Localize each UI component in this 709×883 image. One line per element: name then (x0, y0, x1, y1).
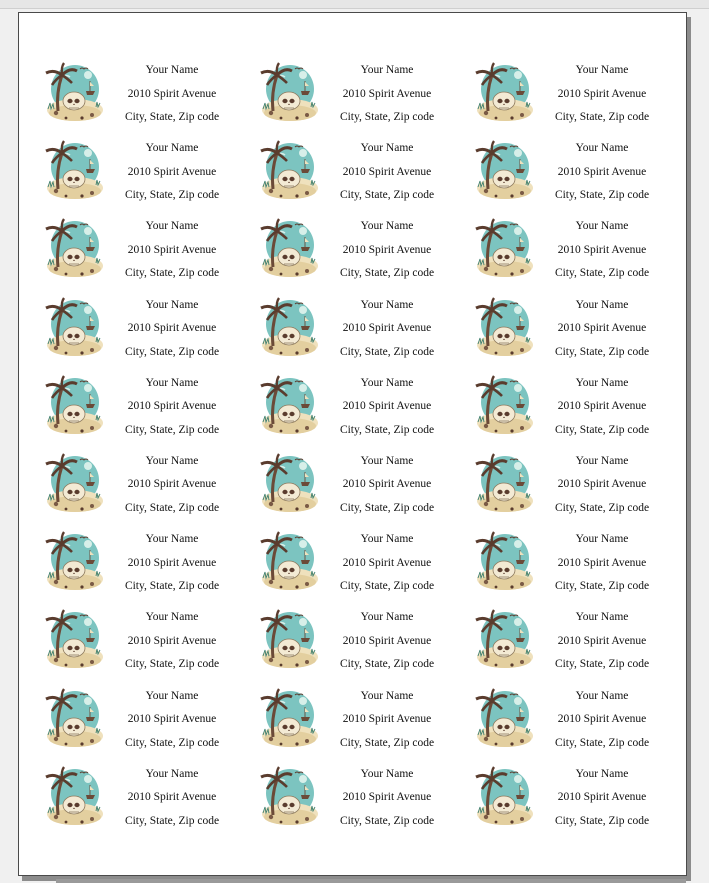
label-city-line: City, State, Zip code (339, 267, 435, 280)
label-city-line: City, State, Zip code (124, 501, 220, 514)
label-sheet-page (18, 12, 687, 876)
label-name: Your Name (360, 689, 414, 702)
address-label (41, 522, 256, 600)
label-city-line: City, State, Zip code (124, 736, 220, 749)
address-label (256, 366, 471, 444)
label-street: 2010 Spirit Avenue (342, 478, 432, 491)
label-name: Your Name (575, 454, 629, 467)
address-label (256, 522, 471, 600)
address-label (471, 522, 686, 600)
label-name: Your Name (145, 689, 199, 702)
label-street: 2010 Spirit Avenue (127, 791, 217, 804)
pirate-skull-island-icon (259, 139, 319, 201)
address-text (336, 137, 438, 208)
pirate-skull-island-icon (474, 608, 534, 670)
label-city-line: City, State, Zip code (124, 580, 220, 593)
address-text (336, 528, 438, 599)
label-city-line: City, State, Zip code (339, 189, 435, 202)
label-city-line: City, State, Zip code (554, 736, 650, 749)
address-text (121, 372, 223, 443)
address-text (121, 215, 223, 286)
label-city-line: City, State, Zip code (339, 814, 435, 827)
label-name: Your Name (145, 767, 199, 780)
pirate-skull-island-icon (259, 374, 319, 436)
address-text (121, 59, 223, 130)
pirate-skull-island-icon (474, 217, 534, 279)
address-label (471, 288, 686, 366)
page-shadow-strip (56, 879, 686, 883)
label-street: 2010 Spirit Avenue (127, 243, 217, 256)
address-label (471, 209, 686, 287)
label-name: Your Name (145, 142, 199, 155)
address-label (256, 288, 471, 366)
labels-grid (41, 53, 691, 835)
address-label (471, 366, 686, 444)
address-label (256, 209, 471, 287)
label-name: Your Name (360, 533, 414, 546)
label-name: Your Name (575, 298, 629, 311)
label-name: Your Name (145, 611, 199, 624)
address-text (336, 372, 438, 443)
label-city-line: City, State, Zip code (339, 501, 435, 514)
pirate-skull-island-icon (474, 452, 534, 514)
address-text (336, 763, 438, 834)
address-label (256, 600, 471, 678)
address-text (551, 763, 653, 834)
label-street: 2010 Spirit Avenue (127, 478, 217, 491)
address-text (121, 137, 223, 208)
pirate-skull-island-icon (259, 765, 319, 827)
address-label (471, 600, 686, 678)
pirate-skull-island-icon (474, 687, 534, 749)
pirate-skull-island-icon (474, 765, 534, 827)
address-text (336, 294, 438, 365)
pirate-skull-island-icon (474, 296, 534, 358)
address-text (336, 450, 438, 521)
pirate-skull-island-icon (44, 530, 104, 592)
address-label (41, 757, 256, 835)
address-text (551, 215, 653, 286)
address-text (121, 606, 223, 677)
label-street: 2010 Spirit Avenue (342, 400, 432, 413)
pirate-skull-island-icon (44, 61, 104, 123)
pirate-skull-island-icon (44, 296, 104, 358)
label-street: 2010 Spirit Avenue (557, 243, 647, 256)
label-city-line: City, State, Zip code (339, 423, 435, 436)
label-street: 2010 Spirit Avenue (342, 556, 432, 569)
address-text (551, 450, 653, 521)
address-text (336, 215, 438, 286)
label-street: 2010 Spirit Avenue (557, 556, 647, 569)
address-text (551, 59, 653, 130)
label-street: 2010 Spirit Avenue (557, 713, 647, 725)
address-text (551, 685, 653, 756)
label-city-line: City, State, Zip code (124, 111, 220, 123)
pirate-skull-island-icon (44, 452, 104, 514)
label-city-line: City, State, Zip code (554, 423, 650, 436)
address-label (41, 679, 256, 757)
label-street: 2010 Spirit Avenue (557, 322, 647, 335)
label-name: Your Name (575, 611, 629, 624)
label-street: 2010 Spirit Avenue (127, 556, 217, 569)
address-label (41, 288, 256, 366)
label-street: 2010 Spirit Avenue (127, 165, 217, 178)
label-name: Your Name (575, 533, 629, 546)
address-label (41, 366, 256, 444)
label-name: Your Name (145, 298, 199, 311)
pirate-skull-island-icon (44, 217, 104, 279)
label-city-line: City, State, Zip code (124, 658, 220, 671)
label-name: Your Name (575, 142, 629, 155)
label-street: 2010 Spirit Avenue (127, 87, 217, 100)
address-text (121, 528, 223, 599)
pirate-skull-island-icon (44, 374, 104, 436)
pirate-skull-island-icon (259, 452, 319, 514)
label-name: Your Name (360, 220, 414, 233)
pirate-skull-island-icon (259, 296, 319, 358)
address-text (121, 763, 223, 834)
label-name: Your Name (360, 611, 414, 624)
label-name: Your Name (360, 767, 414, 780)
label-name: Your Name (575, 376, 629, 389)
address-text (336, 685, 438, 756)
label-street: 2010 Spirit Avenue (342, 791, 432, 804)
label-city-line: City, State, Zip code (554, 501, 650, 514)
address-label (41, 209, 256, 287)
label-city-line: City, State, Zip code (554, 267, 650, 280)
label-city-line: City, State, Zip code (554, 189, 650, 202)
label-street: 2010 Spirit Avenue (557, 791, 647, 804)
label-name: Your Name (575, 64, 629, 76)
label-city-line: City, State, Zip code (339, 111, 435, 123)
label-name: Your Name (145, 220, 199, 233)
label-city-line: City, State, Zip code (554, 580, 650, 593)
pirate-skull-island-icon (474, 530, 534, 592)
label-name: Your Name (360, 298, 414, 311)
address-text (121, 685, 223, 756)
pirate-skull-island-icon (474, 139, 534, 201)
label-name: Your Name (145, 454, 199, 467)
pirate-skull-island-icon (44, 765, 104, 827)
label-name: Your Name (145, 533, 199, 546)
address-label (41, 600, 256, 678)
label-street: 2010 Spirit Avenue (127, 634, 217, 647)
address-text (336, 606, 438, 677)
label-city-line: City, State, Zip code (554, 111, 650, 123)
address-label (471, 757, 686, 835)
label-name: Your Name (575, 767, 629, 780)
label-name: Your Name (145, 64, 199, 76)
address-text (336, 59, 438, 130)
label-city-line: City, State, Zip code (124, 814, 220, 827)
label-city-line: City, State, Zip code (124, 267, 220, 280)
label-street: 2010 Spirit Avenue (342, 165, 432, 178)
address-text (551, 372, 653, 443)
address-label (471, 679, 686, 757)
pirate-skull-island-icon (259, 530, 319, 592)
pirate-skull-island-icon (259, 61, 319, 123)
label-city-line: City, State, Zip code (339, 580, 435, 593)
pirate-skull-island-icon (259, 608, 319, 670)
pirate-skull-island-icon (259, 217, 319, 279)
address-label (471, 131, 686, 209)
pirate-skull-island-icon (44, 687, 104, 749)
label-city-line: City, State, Zip code (339, 658, 435, 671)
label-street: 2010 Spirit Avenue (557, 165, 647, 178)
label-city-line: City, State, Zip code (124, 345, 220, 358)
pirate-skull-island-icon (44, 608, 104, 670)
label-name: Your Name (145, 376, 199, 389)
label-street: 2010 Spirit Avenue (557, 634, 647, 647)
address-label (471, 444, 686, 522)
address-label (41, 444, 256, 522)
address-label (256, 679, 471, 757)
label-name: Your Name (575, 220, 629, 233)
label-street: 2010 Spirit Avenue (557, 400, 647, 413)
address-label (471, 53, 686, 131)
address-label (256, 444, 471, 522)
label-street: 2010 Spirit Avenue (342, 243, 432, 256)
pirate-skull-island-icon (474, 61, 534, 123)
label-city-line: City, State, Zip code (554, 814, 650, 827)
address-text (551, 606, 653, 677)
address-text (551, 294, 653, 365)
label-street: 2010 Spirit Avenue (342, 713, 432, 725)
label-city-line: City, State, Zip code (554, 658, 650, 671)
address-text (551, 528, 653, 599)
label-city-line: City, State, Zip code (339, 736, 435, 749)
label-city-line: City, State, Zip code (124, 423, 220, 436)
label-city-line: City, State, Zip code (554, 345, 650, 358)
pirate-skull-island-icon (259, 687, 319, 749)
label-city-line: City, State, Zip code (339, 345, 435, 358)
label-name: Your Name (360, 142, 414, 155)
address-label (41, 131, 256, 209)
label-street: 2010 Spirit Avenue (127, 400, 217, 413)
address-text (121, 294, 223, 365)
label-name: Your Name (360, 376, 414, 389)
label-street: 2010 Spirit Avenue (557, 87, 647, 100)
address-label (256, 757, 471, 835)
label-street: 2010 Spirit Avenue (557, 478, 647, 491)
label-street: 2010 Spirit Avenue (342, 322, 432, 335)
address-label (256, 53, 471, 131)
pirate-skull-island-icon (474, 374, 534, 436)
label-name: Your Name (575, 689, 629, 702)
address-label (256, 131, 471, 209)
label-street: 2010 Spirit Avenue (342, 634, 432, 647)
label-name: Your Name (360, 454, 414, 467)
address-label (41, 53, 256, 131)
label-street: 2010 Spirit Avenue (127, 713, 217, 725)
address-text (121, 450, 223, 521)
label-name: Your Name (360, 64, 414, 76)
label-street: 2010 Spirit Avenue (342, 87, 432, 100)
label-street: 2010 Spirit Avenue (127, 322, 217, 335)
label-city-line: City, State, Zip code (124, 189, 220, 202)
address-text (551, 137, 653, 208)
pirate-skull-island-icon (44, 139, 104, 201)
toolbar-strip (0, 0, 709, 9)
